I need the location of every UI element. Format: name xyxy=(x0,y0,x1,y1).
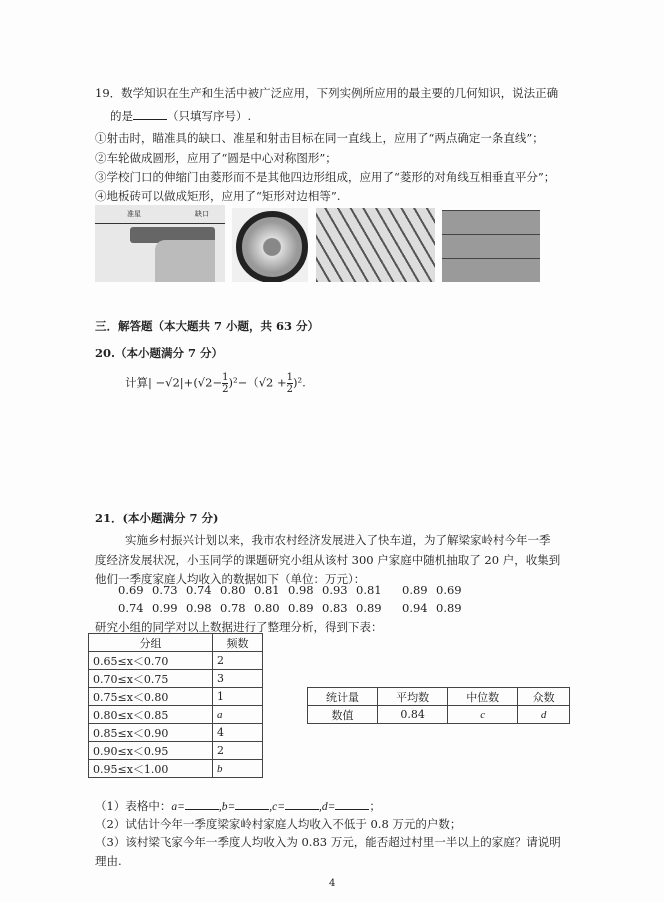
cell-text: 0.70≤x＜0.75 xyxy=(93,672,169,686)
cell xyxy=(89,688,213,706)
q19-line1: 19．数学知识在生产和生活中被广泛应用，下列实例所应用的最主要的几何知识，说法正确 xyxy=(95,86,559,100)
gun-image xyxy=(95,205,225,282)
data-value: 0.80 xyxy=(220,583,246,597)
label-d: ,d= xyxy=(318,801,336,813)
data-value: 0.73 xyxy=(152,583,178,597)
header-cell: 统计量 xyxy=(308,688,378,706)
data-value: 0.99 xyxy=(152,601,178,615)
q20-prefix: 计算 xyxy=(125,375,148,390)
cell xyxy=(213,652,263,670)
cell-text: a xyxy=(217,709,223,721)
cell xyxy=(213,724,263,742)
q19-line2 xyxy=(110,108,251,124)
frequency-table xyxy=(88,633,263,778)
q21-para: 度经济发展状况，小玉同学的课题研究小组从该村 300 户家庭中随机抽取了 20 户，收集到 xyxy=(95,553,561,567)
q19-text: 的是 xyxy=(110,109,133,123)
q19-item-3: ③学校门口的伸缩门由菱形而不是其他四边形组成，应用了“菱形的对角线互相垂直平分”； xyxy=(95,170,556,184)
cell xyxy=(89,760,213,778)
answer-blank xyxy=(133,108,167,120)
q19-item-2: ②车轮做成圆形，应用了“圆是中心对称图形”； xyxy=(95,151,337,165)
q21-para: 他们一季度家庭人均收入的数据如下（单位：万元）： xyxy=(95,572,366,586)
cell-var: d xyxy=(540,709,547,721)
data-value: 0.98 xyxy=(288,583,314,597)
q19-item-4: ④地板砖可以做成矩形，应用了“矩形对边相等”. xyxy=(95,189,341,203)
q21-sub1 xyxy=(95,798,381,814)
q21-title: 21．(本小题满分 7 分) xyxy=(95,511,219,525)
wheel-image xyxy=(232,208,308,282)
data-value: 0.89 xyxy=(402,583,428,597)
cell-text: 2 xyxy=(217,744,224,757)
data-value: 0.94 xyxy=(402,601,428,615)
denominator: 2 xyxy=(286,384,294,395)
cell: 0.84 xyxy=(378,706,448,724)
cell xyxy=(89,724,213,742)
blank-b xyxy=(235,798,269,810)
data-value: 0.83 xyxy=(322,601,348,615)
q19-text: （只填写序号）. xyxy=(167,109,252,123)
cell xyxy=(89,670,213,688)
cell-var: c xyxy=(480,709,486,721)
q21-sub3: （3）该村梁飞家今年一季度人均收入为 0.83 万元，能否超过村里一半以上的家庭？请说明 xyxy=(95,835,561,849)
cell-text: 3 xyxy=(217,672,224,685)
cell-text: 0.75≤x＜0.80 xyxy=(93,690,169,704)
floor-tile-image xyxy=(442,210,540,282)
numerator: 1 xyxy=(222,372,229,383)
table-row xyxy=(89,670,263,688)
table-row xyxy=(89,742,263,760)
data-value: 0.93 xyxy=(322,583,348,597)
header-cell: 频数 xyxy=(213,634,263,652)
q21-sub2: （2）试估计今年一季度梁家岭村家庭人均收入不低于 0.8 万元的户数； xyxy=(95,817,462,831)
data-value: 0.89 xyxy=(436,601,462,615)
cell xyxy=(213,706,263,724)
retractable-gate-image xyxy=(316,208,435,282)
sub1-prefix: （1）表格中： xyxy=(95,799,172,813)
data-value: 0.81 xyxy=(356,583,382,597)
header-cell: 分组 xyxy=(89,634,213,652)
rear-sight-label: 缺口 xyxy=(195,210,209,218)
header-cell: 平均数 xyxy=(378,688,448,706)
cell-text: b xyxy=(217,763,223,775)
q20-expr: )²−（√2 + xyxy=(228,375,287,390)
header-cell: 中位数 xyxy=(448,688,518,706)
data-value: 0.98 xyxy=(186,601,212,615)
table-row xyxy=(89,706,263,724)
cell-text: 0.65≤x＜0.70 xyxy=(93,654,169,668)
q21-para: 实施乡村振兴计划以来，我市农村经济发展进入了快车道，为了解梁家岭村今年一季 xyxy=(125,533,551,547)
q20-expr: | −√2|+(√2− xyxy=(148,375,223,390)
cell xyxy=(89,706,213,724)
cell-text: 4 xyxy=(217,726,224,739)
label-b: ,b= xyxy=(218,801,236,813)
table-row xyxy=(89,652,263,670)
q21-sub3-cont: 理由. xyxy=(95,854,122,868)
data-value: 0.81 xyxy=(254,583,280,597)
cell xyxy=(89,742,213,760)
cell xyxy=(448,706,518,724)
denominator: 2 xyxy=(222,384,229,395)
cell-text: 2 xyxy=(217,654,224,667)
cell-text: 0.90≤x＜0.95 xyxy=(93,744,169,758)
cell xyxy=(518,706,570,724)
data-row-1 xyxy=(118,583,470,597)
cell-text: 0.95≤x＜1.00 xyxy=(93,762,169,776)
label-a: a= xyxy=(171,801,185,813)
cell-text: 1 xyxy=(217,690,224,703)
cell: 数值 xyxy=(308,706,378,724)
cell-text: 0.85≤x＜0.90 xyxy=(93,726,169,740)
q19-item-1: ①射击时，瞄准具的缺口、准星和射击目标在同一直线上，应用了“两点确定一条直线”； xyxy=(95,131,544,145)
section-heading: 三．解答题（本大题共 7 小题，共 63 分） xyxy=(95,319,320,333)
data-value: 0.69 xyxy=(118,583,144,597)
data-value: 0.74 xyxy=(118,601,144,615)
cell xyxy=(213,670,263,688)
data-value: 0.89 xyxy=(288,601,314,615)
header-cell: 众数 xyxy=(518,688,570,706)
q21-after: 研究小组的同学对以上数据进行了整理分析，得到下表： xyxy=(95,620,383,634)
sub1-end: ； xyxy=(369,799,381,813)
table-row xyxy=(89,760,263,778)
label-c: ,c= xyxy=(269,801,285,813)
statistics-table xyxy=(307,687,570,724)
q20-expression xyxy=(125,372,306,395)
table-row xyxy=(89,724,263,742)
cell-text: 0.80≤x＜0.85 xyxy=(93,708,169,722)
q20-expr: )². xyxy=(293,375,306,390)
cell xyxy=(89,652,213,670)
cell xyxy=(213,688,263,706)
blank-a xyxy=(185,798,219,810)
front-sight-label: 准星 xyxy=(127,210,141,218)
table-row xyxy=(89,688,263,706)
data-row-2 xyxy=(118,601,470,615)
data-value: 0.80 xyxy=(254,601,280,615)
data-value: 0.69 xyxy=(436,583,462,597)
blank-c xyxy=(285,798,319,810)
q20-title: 20.（本小题满分 7 分） xyxy=(95,346,224,360)
data-value: 0.78 xyxy=(220,601,246,615)
blank-d xyxy=(335,798,369,810)
data-value: 0.74 xyxy=(186,583,212,597)
cell xyxy=(213,760,263,778)
numerator: 1 xyxy=(286,372,294,383)
cell xyxy=(213,742,263,760)
page-number: 4 xyxy=(329,878,336,889)
data-value: 0.89 xyxy=(356,601,382,615)
